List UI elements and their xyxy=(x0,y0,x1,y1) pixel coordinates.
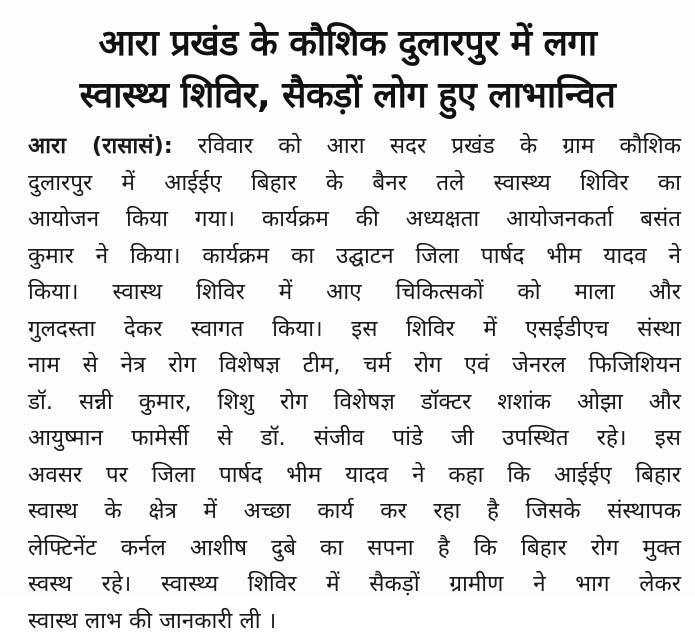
body-line-3: आयोजन किया गया। कार्यक्रम की अध्यक्षता आयोजनकर्ता बसंत xyxy=(28,201,681,238)
body-line-2: दुलारपुर में आईईए बिहार के बैनर तले स्वास्थ्य शिविर का xyxy=(28,165,681,202)
body-line-1 xyxy=(28,128,681,165)
body-line-5: किया। स्वास्थ शिविर में आए चिकित्सकों को माला और xyxy=(28,274,681,311)
body-line-13: स्वस्थ रहे। स्वास्थ्य शिविर में सैकड़ों ग्रामीण ने भाग लेकर xyxy=(28,566,681,603)
body-line-10: अवसर पर जिला पार्षद भीम यादव ने कहा कि आईईए बिहार xyxy=(28,457,681,494)
body-line-14: स्वास्थ लाभ की जानकारी ली । xyxy=(28,603,681,639)
body-line-4: कुमार ने किया। कार्यक्रम का उद्घाटन जिला पार्षद भीम यादव ने xyxy=(28,238,681,275)
body-line-7: नाम से नेत्र रोग विशेषज्ञ टीम, चर्म रोग एवं जेनरल फिजिशियन xyxy=(28,347,681,384)
body-line-9: आयुष्मान फामेर्सी से डॉ. संजीव पांडे जी उपस्थित रहे। इस xyxy=(28,420,681,457)
article-body xyxy=(28,128,681,639)
body-line-12: लेफ्टिनेंट कर्नल आशीष दुबे का सपना है कि बिहार रोग मुक्त xyxy=(28,530,681,567)
headline xyxy=(14,18,681,122)
body-line-1-text: रविवार को आरा सदर प्रखंड के ग्राम कौशिक xyxy=(198,133,681,159)
headline-line-2: स्वास्थ्य शिविर, सैकड़ों लोग हुए लाभान्वित xyxy=(14,70,681,122)
dateline: आरा (रासासं): xyxy=(28,133,173,159)
body-line-11: स्वास्थ के क्षेत्र में अच्छा कार्य कर रहा है जिसके संस्थापक xyxy=(28,493,681,530)
body-line-6: गुलदस्ता देकर स्वागत किया। इस शिविर में एसईडीएच संस्था xyxy=(28,311,681,348)
headline-line-1: आरा प्रखंड के कौशिक दुलारपुर में लगा xyxy=(14,18,681,70)
body-line-8: डॉ. सन्नी कुमार, शिशु रोग विशेषज्ञ डॉक्टर शशांक ओझा और xyxy=(28,384,681,421)
